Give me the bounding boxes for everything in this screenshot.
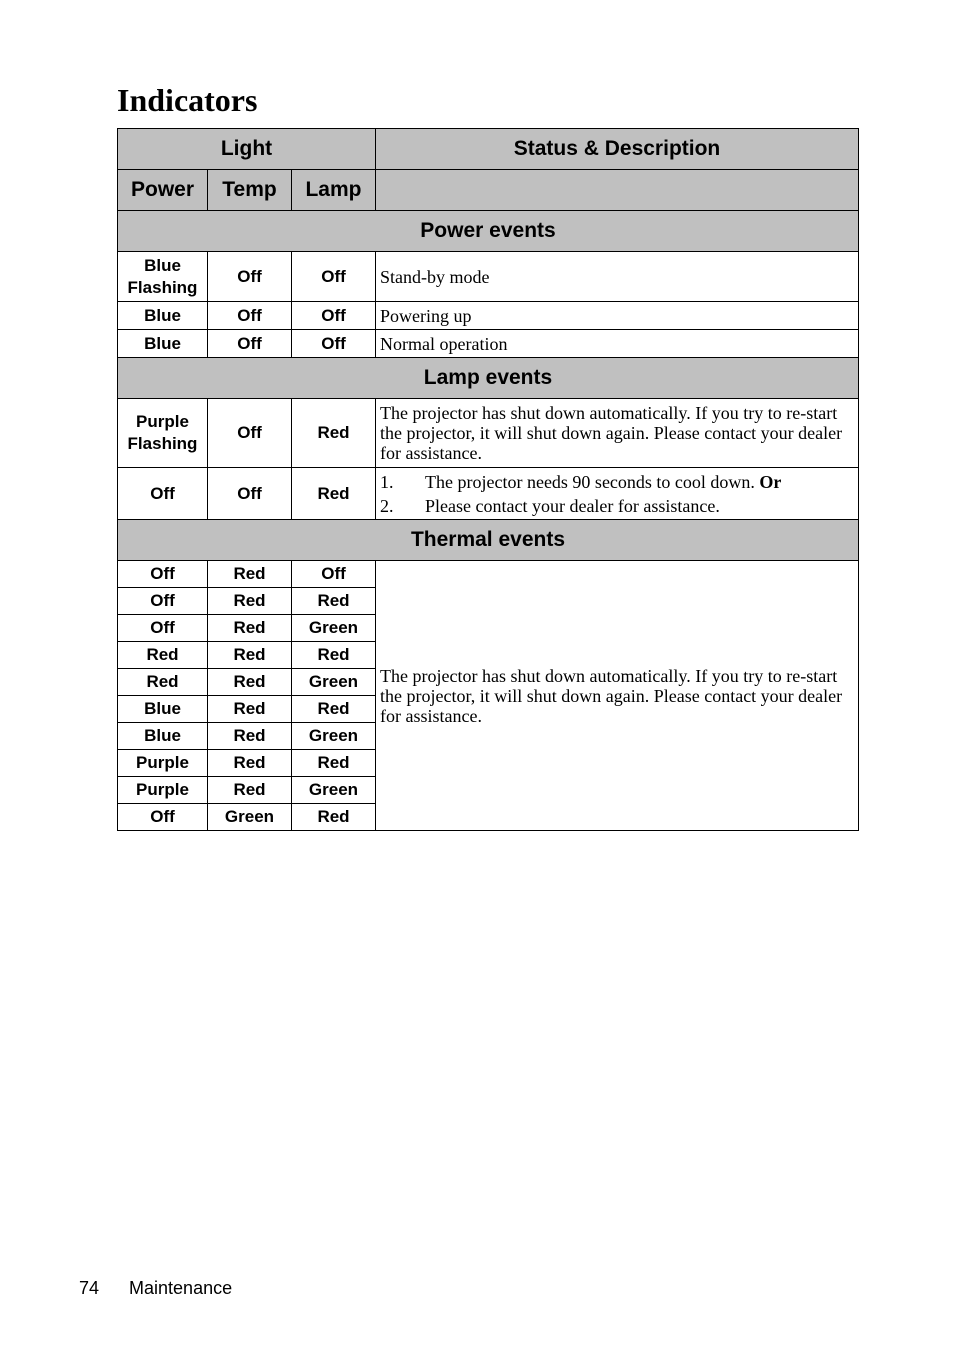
- table-row: [118, 252, 859, 302]
- lamp-cell: Red: [292, 696, 376, 723]
- table-row: [118, 330, 859, 358]
- description-cell: The projector has shut down automatically. If you try to re-start the projector, it will shut down again. Please contact your dealer for assistance.: [376, 561, 859, 831]
- power-cell: Red: [118, 669, 208, 696]
- header-power: Power: [118, 170, 208, 211]
- power-cell: Purple: [118, 750, 208, 777]
- step-text: The projector needs 90 seconds to cool down.: [425, 471, 755, 492]
- description-cell: The projector has shut down automatically. If you try to re-start the projector, it will shut down again. Please contact your dealer for assistance.: [376, 399, 859, 468]
- description-cell: [376, 468, 859, 520]
- lamp-cell: Red: [292, 750, 376, 777]
- lamp-cell: Red: [292, 468, 376, 520]
- power-cell: Blue: [118, 696, 208, 723]
- temp-cell: Red: [208, 669, 292, 696]
- lamp-cell: Green: [292, 669, 376, 696]
- lamp-cell: Green: [292, 777, 376, 804]
- power-cell: Blue Flashing: [118, 252, 208, 302]
- power-cell: Blue: [118, 723, 208, 750]
- header-lamp: Lamp: [292, 170, 376, 211]
- lamp-cell: Off: [292, 302, 376, 330]
- temp-cell: Off: [208, 302, 292, 330]
- lamp-cell: Red: [292, 642, 376, 669]
- page-number: 74: [79, 1278, 100, 1298]
- temp-cell: Off: [208, 399, 292, 468]
- description-cell: Powering up: [376, 302, 859, 330]
- temp-cell: Green: [208, 804, 292, 831]
- power-cell: Blue: [118, 330, 208, 358]
- temp-cell: Red: [208, 696, 292, 723]
- lamp-cell: Off: [292, 252, 376, 302]
- table-row: [118, 399, 859, 468]
- indicators-table: [117, 128, 859, 831]
- lamp-cell: Off: [292, 330, 376, 358]
- step-number: 2.: [380, 495, 394, 516]
- page-footer: [79, 1276, 232, 1300]
- temp-cell: Off: [208, 330, 292, 358]
- temp-cell: Red: [208, 777, 292, 804]
- steps-list: [380, 470, 852, 518]
- temp-cell: Red: [208, 561, 292, 588]
- lamp-cell: Red: [292, 399, 376, 468]
- power-cell: Off: [118, 615, 208, 642]
- step-text: Please contact your dealer for assistance.: [425, 495, 720, 516]
- power-cell: Off: [118, 804, 208, 831]
- section-thermal-events: Thermal events: [118, 520, 859, 561]
- temp-cell: Off: [208, 468, 292, 520]
- lamp-cell: Green: [292, 723, 376, 750]
- table-row: [118, 302, 859, 330]
- footer-section: Maintenance: [129, 1278, 233, 1298]
- header-status-description: Status & Description: [376, 129, 859, 170]
- power-cell: Purple Flashing: [118, 399, 208, 468]
- temp-cell: Red: [208, 750, 292, 777]
- header-empty: [376, 170, 859, 211]
- temp-cell: Red: [208, 723, 292, 750]
- header-temp: Temp: [208, 170, 292, 211]
- list-item: [380, 470, 852, 494]
- list-item: [380, 494, 852, 518]
- lamp-cell: Green: [292, 615, 376, 642]
- temp-cell: Red: [208, 615, 292, 642]
- temp-cell: Red: [208, 642, 292, 669]
- description-cell: Stand-by mode: [376, 252, 859, 302]
- power-cell: Off: [118, 468, 208, 520]
- power-cell: Off: [118, 561, 208, 588]
- temp-cell: Red: [208, 588, 292, 615]
- power-cell: Purple: [118, 777, 208, 804]
- table-row: [118, 468, 859, 520]
- lamp-cell: Off: [292, 561, 376, 588]
- section-power-events: Power events: [118, 211, 859, 252]
- step-bold-or: Or: [759, 471, 782, 492]
- table-row: [118, 561, 859, 588]
- header-light: Light: [118, 129, 376, 170]
- power-cell: Red: [118, 642, 208, 669]
- page-title: Indicators: [117, 82, 258, 118]
- lamp-cell: Red: [292, 588, 376, 615]
- description-cell: Normal operation: [376, 330, 859, 358]
- power-cell: Off: [118, 588, 208, 615]
- step-number: 1.: [380, 471, 394, 492]
- section-lamp-events: Lamp events: [118, 358, 859, 399]
- lamp-cell: Red: [292, 804, 376, 831]
- temp-cell: Off: [208, 252, 292, 302]
- power-cell: Blue: [118, 302, 208, 330]
